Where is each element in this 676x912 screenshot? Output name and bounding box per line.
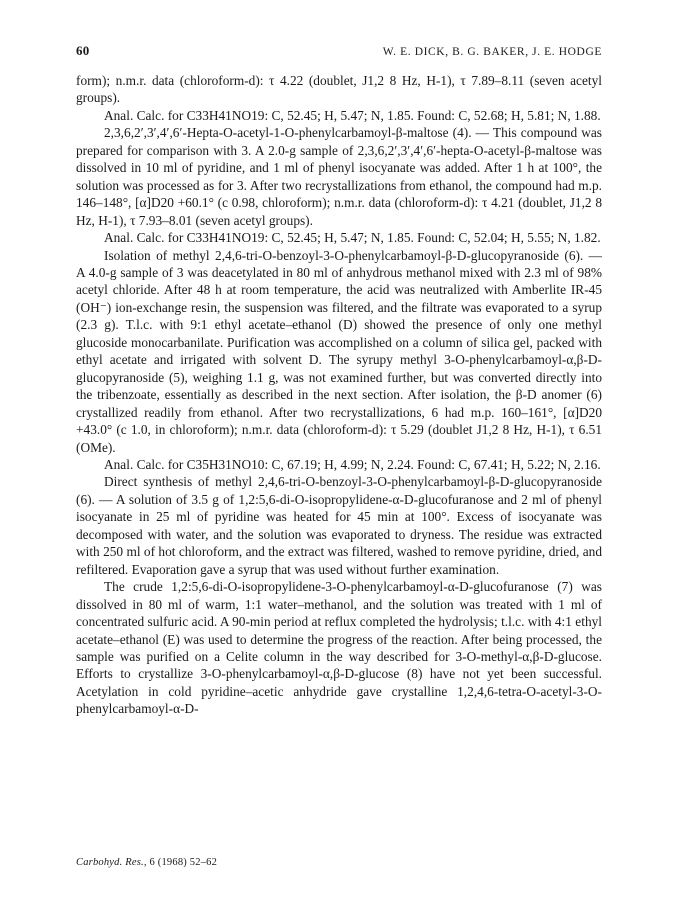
paragraph: Anal. Calc. for C35H31NO10: C, 67.19; H, 4.99; N, 2.24. Found: C, 67.41; H, 5.22; N, 2.16. [104,456,601,472]
paragraph: Anal. Calc. for C33H41NO19: C, 52.45; H, 5.47; N, 1.85. Found: C, 52.04; H, 5.55; N, 1.82. [104,230,601,246]
paragraph: The crude 1,2:5,6-di-O-isopropylidene-3-O-phenylcarbamoyl-α-D-glucofuranose (7) was dissolved in 80 ml of warm, 1:1 water–methanol, and the solution was treated with 1 ml of concentrated sulfuric acid. A 90-min period at reflux completed the hydrolysis; t.l.c. with 4:1 ethyl acetate–ethanol (E) was used to determine the progress of the reaction. After being processed, the sample was purified on a Celite column in the way described for 3-O-methyl-α,β-D-glucose. Efforts to crystallize 3-O-phenylcarbamoyl-α,β-D-glucose (8) have not yet been successful. Acetylation in cold pyridine–acetic anhydride gave crystalline 1,2,4,6-tetra-O-acetyl-3-O-phenylcarbamoyl-α-D- [76,579,602,717]
body-text [76,72,602,718]
paragraph: Anal. Calc. for C33H41NO19: C, 52.45; H, 5.47; N, 1.85. Found: C, 52.68; H, 5.81; N, 1.88. [104,107,601,123]
running-head-authors: W. E. DICK, B. G. BAKER, J. E. HODGE [382,46,602,58]
paragraph: form); n.m.r. data (chloroform-d): τ 4.22 (doublet, J1,2 8 Hz, H-1), τ 7.89–8.11 (seven acetyl groups). [76,73,602,106]
journal-name: Carbohyd. Res., [76,857,147,868]
running-header [76,43,602,59]
page-number: 60 [76,43,90,58]
paragraph: 2,3,6,2′,3′,4′,6′-Hepta-O-acetyl-1-O-phenylcarbamoyl-β-maltose (4). — This compound was prepared for comparison with 3. A 2.0-g sample of 2,3,6,2′,3′,4′,6′-hepta-O-acetyl-β-maltose was dissolved in 10 ml of pyridine, and 1 ml of phenyl isocyanate was added. After 1 h at 100°, the solution was processed as for 3. After two recrystallizations from ethanol, the compound had m.p. 146–148°, [α]D20 +60.1° (c 0.98, chloroform); n.m.r. data (chloroform-d): τ 4.21 (doublet, J1,2 8 Hz, H-1), τ 7.93–8.01 (seven acetyl groups). [76,125,602,228]
journal-citation: 6 (1968) 52–62 [149,857,218,868]
paragraph: Isolation of methyl 2,4,6-tri-O-benzoyl-3-O-phenylcarbamoyl-β-D-glucopyranoside (6). — A 4.0-g sample of 3 was deacetylated in 80 ml of anhydrous methanol mixed with 2.3 ml of 98% acetyl chloride. After 48 h at room temperature, the acid was neutralized with Amberlite IR-45 (OH⁻) ion-exchange resin, the suspension was filtered, and the filtrate was evaporated to a syrup (2.3 g). T.l.c. with 9:1 ethyl acetate–ethanol (D) showed the presence of only one methyl glucoside monocarbanilate. Purification was accomplished on a column of silica gel, packed with ethyl acetate and irrigated with solvent D. The syrupy methyl 3-O-phenylcarbamoyl-α,β-D-glucopyranoside (5), weighing 1.1 g, was not examined further, but was converted directly into the tribenzoate, essentially as described in the next section. After isolation, the β-D anomer (6) crystallized readily from ethanol. After two recrystallizations, 6 had m.p. 160–161°, [α]D20 +43.0° (c 1.0, in chloroform); n.m.r. data (chloroform-d): τ 5.29 (doublet J1,2 8 Hz, H-1), τ 6.51 (OMe). [76,247,602,455]
paragraph: Direct synthesis of methyl 2,4,6-tri-O-benzoyl-3-O-phenylcarbamoyl-β-D-glucopyranoside (6). — A solution of 3.5 g of 1,2:5,6-di-O-isopropylidene-α-D-glucofuranose and 2 ml of phenyl isocyanate in 25 ml of pyridine was heated for 45 min at 100°. Excess of isocyanate was decomposed with water, and the solution was evaporated to dryness. The residue was extracted with 250 ml of hot chloroform, and the extract was filtered, washed to remove pyridine, dried, and refiltered. Evaporation gave a syrup that was used without further examination. [76,474,602,577]
journal-footer [76,857,217,868]
